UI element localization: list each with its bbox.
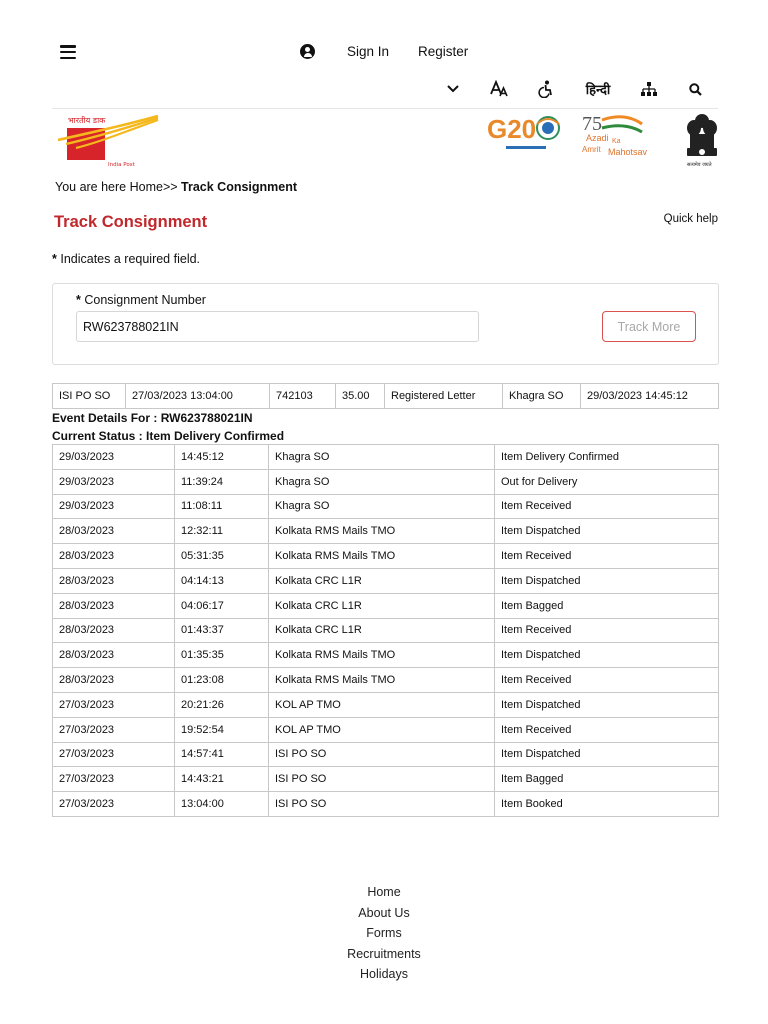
event-event-cell: Item Dispatched bbox=[495, 692, 719, 717]
event-office-cell: KOL AP TMO bbox=[269, 692, 495, 717]
event-event-cell: Out for Delivery bbox=[495, 469, 719, 494]
event-office-cell: ISI PO SO bbox=[269, 767, 495, 792]
event-date-cell: 27/03/2023 bbox=[53, 792, 175, 817]
event-event-cell: Item Received bbox=[495, 494, 719, 519]
table-row bbox=[53, 767, 719, 792]
current-status: Current Status : Item Delivery Confirmed bbox=[52, 429, 285, 443]
sitemap-icon[interactable] bbox=[640, 78, 658, 100]
breadcrumb bbox=[55, 180, 297, 194]
india-post-hindi-text: भारतीय डाक bbox=[68, 116, 106, 125]
india-post-logo[interactable] bbox=[54, 114, 162, 170]
event-office-cell: ISI PO SO bbox=[269, 792, 495, 817]
emblem-motto-text: सत्यमेव जयते bbox=[687, 162, 712, 168]
event-event-cell: Item Delivery Confirmed bbox=[495, 445, 719, 470]
g20-logo bbox=[486, 112, 564, 154]
event-event-cell: Item Dispatched bbox=[495, 643, 719, 668]
amrit-text: Amrit bbox=[582, 145, 601, 154]
events-table bbox=[52, 444, 719, 817]
tariff-cell: 35.00 bbox=[336, 384, 385, 409]
consignment-number-input[interactable] bbox=[76, 311, 479, 342]
consignment-summary-table bbox=[52, 383, 719, 409]
events-table-body bbox=[53, 445, 719, 817]
event-office-cell: Kolkata RMS Mails TMO bbox=[269, 544, 495, 569]
header-divider bbox=[52, 108, 718, 109]
azadi-ka-text: Ka bbox=[612, 138, 621, 145]
azadi-ka-amrit-mahotsav-logo bbox=[580, 110, 660, 156]
breadcrumb-home-link[interactable]: Home>> bbox=[129, 180, 178, 194]
table-row bbox=[53, 494, 719, 519]
top-bar bbox=[0, 0, 768, 108]
footer-link-holidays[interactable]: Holidays bbox=[360, 967, 408, 981]
table-row bbox=[53, 792, 719, 817]
event-date-cell: 28/03/2023 bbox=[53, 618, 175, 643]
consignment-label-text: Consignment Number bbox=[80, 293, 206, 307]
event-event-cell: Item Booked bbox=[495, 792, 719, 817]
table-row bbox=[53, 742, 719, 767]
event-event-cell: Item Received bbox=[495, 544, 719, 569]
table-row bbox=[53, 717, 719, 742]
event-event-cell: Item Received bbox=[495, 668, 719, 693]
summary-row bbox=[53, 384, 719, 409]
event-time-cell: 11:08:11 bbox=[175, 494, 269, 519]
event-event-cell: Item Received bbox=[495, 717, 719, 742]
hindi-language-link[interactable]: हिन्दी bbox=[585, 82, 611, 97]
national-emblem bbox=[684, 112, 720, 170]
event-time-cell: 05:31:35 bbox=[175, 544, 269, 569]
event-time-cell: 19:52:54 bbox=[175, 717, 269, 742]
booking-office-cell: ISI PO SO bbox=[53, 384, 126, 409]
event-time-cell: 13:04:00 bbox=[175, 792, 269, 817]
event-date-cell: 27/03/2023 bbox=[53, 717, 175, 742]
event-time-cell: 12:32:11 bbox=[175, 519, 269, 544]
event-office-cell: Khagra SO bbox=[269, 494, 495, 519]
quick-help-link[interactable]: Quick help bbox=[663, 213, 718, 225]
event-office-cell: Khagra SO bbox=[269, 445, 495, 470]
register-link[interactable]: Register bbox=[418, 44, 469, 59]
event-time-cell: 01:43:37 bbox=[175, 618, 269, 643]
footer-link-recruitments[interactable]: Recruitments bbox=[347, 946, 421, 961]
article-type-cell: Registered Letter bbox=[385, 384, 503, 409]
footer-link-about-us[interactable]: About Us bbox=[358, 905, 410, 920]
event-time-cell: 14:45:12 bbox=[175, 445, 269, 470]
sign-in-link[interactable]: Sign In bbox=[347, 44, 390, 59]
consignment-number-label bbox=[76, 293, 206, 307]
menu-icon[interactable] bbox=[60, 45, 76, 59]
event-time-cell: 01:23:08 bbox=[175, 668, 269, 693]
event-office-cell: Kolkata CRC L1R bbox=[269, 568, 495, 593]
delivery-office-cell: Khagra SO bbox=[503, 384, 581, 409]
breadcrumb-current: Track Consignment bbox=[181, 180, 298, 194]
event-details-heading bbox=[52, 409, 284, 445]
event-details-title: Event Details For : RW623788021IN bbox=[52, 411, 253, 425]
event-date-cell: 28/03/2023 bbox=[53, 519, 175, 544]
required-note-text: Indicates a required field. bbox=[56, 252, 201, 266]
event-date-cell: 29/03/2023 bbox=[53, 469, 175, 494]
page-title: Track Consignment bbox=[54, 213, 208, 231]
event-office-cell: Kolkata RMS Mails TMO bbox=[269, 519, 495, 544]
table-row bbox=[53, 469, 719, 494]
event-time-cell: 14:43:21 bbox=[175, 767, 269, 792]
event-event-cell: Item Dispatched bbox=[495, 568, 719, 593]
event-date-cell: 27/03/2023 bbox=[53, 692, 175, 717]
event-date-cell: 28/03/2023 bbox=[53, 568, 175, 593]
event-time-cell: 20:21:26 bbox=[175, 692, 269, 717]
mahotsav-text: Mahotsav bbox=[608, 147, 648, 156]
event-event-cell: Item Dispatched bbox=[495, 742, 719, 767]
table-row bbox=[53, 593, 719, 618]
event-office-cell: Khagra SO bbox=[269, 469, 495, 494]
azadi-text: Azadi bbox=[586, 133, 609, 143]
utility-bar bbox=[0, 78, 768, 100]
event-office-cell: Kolkata CRC L1R bbox=[269, 618, 495, 643]
table-row bbox=[53, 643, 719, 668]
event-date-cell: 28/03/2023 bbox=[53, 593, 175, 618]
track-more-button[interactable]: Track More bbox=[602, 311, 696, 342]
event-office-cell: Kolkata RMS Mails TMO bbox=[269, 668, 495, 693]
event-date-cell: 28/03/2023 bbox=[53, 668, 175, 693]
event-time-cell: 04:06:17 bbox=[175, 593, 269, 618]
footer-links bbox=[0, 882, 768, 985]
pincode-cell: 742103 bbox=[270, 384, 336, 409]
event-event-cell: Item Bagged bbox=[495, 767, 719, 792]
table-row bbox=[53, 692, 719, 717]
event-date-cell: 27/03/2023 bbox=[53, 767, 175, 792]
event-office-cell: Kolkata CRC L1R bbox=[269, 593, 495, 618]
footer-link-home[interactable]: Home bbox=[367, 885, 401, 899]
azadi-75-text: 75 bbox=[582, 113, 602, 135]
g20-text: G20 bbox=[487, 114, 537, 144]
consignment-form bbox=[52, 283, 719, 365]
event-date-cell: 28/03/2023 bbox=[53, 544, 175, 569]
event-time-cell: 01:35:35 bbox=[175, 643, 269, 668]
delivery-datetime-cell: 29/03/2023 14:45:12 bbox=[581, 384, 719, 409]
event-office-cell: KOL AP TMO bbox=[269, 717, 495, 742]
search-icon[interactable] bbox=[686, 78, 704, 100]
table-row bbox=[53, 568, 719, 593]
event-date-cell: 28/03/2023 bbox=[53, 643, 175, 668]
font-size-icon[interactable] bbox=[489, 78, 511, 100]
table-row bbox=[53, 668, 719, 693]
event-time-cell: 11:39:24 bbox=[175, 469, 269, 494]
required-star: * bbox=[52, 252, 57, 266]
table-row bbox=[53, 445, 719, 470]
event-event-cell: Item Received bbox=[495, 618, 719, 643]
chevron-down-icon[interactable] bbox=[443, 78, 463, 100]
event-event-cell: Item Dispatched bbox=[495, 519, 719, 544]
event-date-cell: 27/03/2023 bbox=[53, 742, 175, 767]
table-row bbox=[53, 618, 719, 643]
user-icon[interactable] bbox=[300, 44, 315, 59]
table-row bbox=[53, 544, 719, 569]
accessibility-icon[interactable] bbox=[536, 78, 556, 100]
event-time-cell: 04:14:13 bbox=[175, 568, 269, 593]
event-office-cell: Kolkata RMS Mails TMO bbox=[269, 643, 495, 668]
table-row bbox=[53, 519, 719, 544]
footer-link-forms[interactable]: Forms bbox=[366, 926, 402, 940]
consignment-label-star: * bbox=[76, 293, 81, 307]
event-date-cell: 29/03/2023 bbox=[53, 494, 175, 519]
breadcrumb-prefix: You are here bbox=[55, 180, 130, 194]
event-office-cell: ISI PO SO bbox=[269, 742, 495, 767]
india-post-english-text: India Post bbox=[108, 162, 135, 168]
event-date-cell: 29/03/2023 bbox=[53, 445, 175, 470]
booking-datetime-cell: 27/03/2023 13:04:00 bbox=[126, 384, 270, 409]
required-field-note bbox=[52, 252, 200, 266]
event-event-cell: Item Bagged bbox=[495, 593, 719, 618]
event-time-cell: 14:57:41 bbox=[175, 742, 269, 767]
